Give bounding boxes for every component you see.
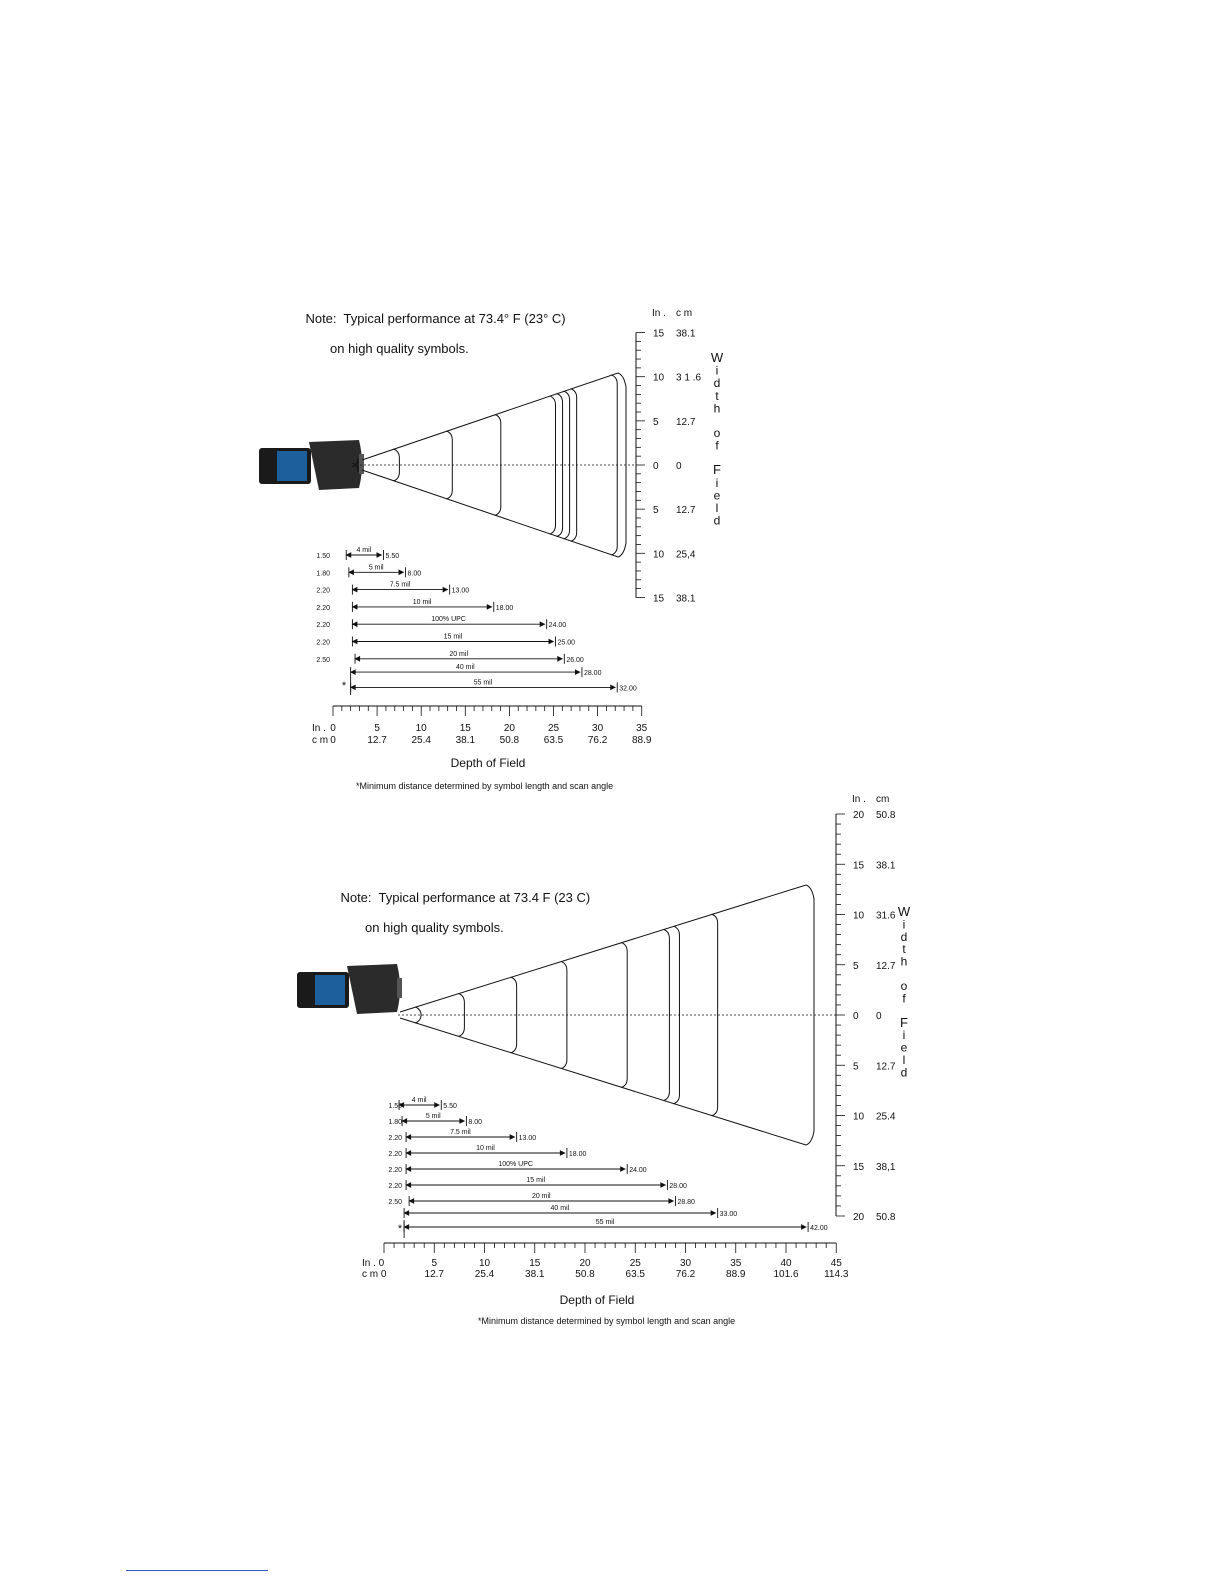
range-arrow-left	[352, 622, 357, 627]
depth-tick-label-cm: 88.9	[726, 1269, 746, 1280]
width-tick-label-cm: 3 1 .6	[676, 372, 702, 384]
range-arrow-left	[406, 1183, 411, 1188]
range-name-label: 40 mil	[455, 664, 475, 672]
range-max-label: 28.00	[583, 670, 602, 678]
width-tick-label-cm: 12.7	[676, 505, 696, 517]
width-axis-label-char: i	[902, 917, 906, 932]
range-max-label: 18.00	[568, 1151, 587, 1158]
range-name-label: 40 mil	[550, 1205, 570, 1212]
range-arrow-right	[434, 1103, 439, 1108]
depth-tick-label-cm: 63.5	[625, 1269, 645, 1280]
depth-tick-label-cm: 25.4	[474, 1269, 495, 1280]
width-axis-label-char: F	[713, 462, 721, 478]
width-tick-label-cm: 12.7	[876, 960, 896, 972]
width-tick-label-in: 10	[853, 910, 865, 922]
width-tick-label-in: 20	[853, 1212, 865, 1223]
range-name-label: 20 mil	[531, 1193, 551, 1200]
range-arrow-left	[406, 1167, 411, 1172]
depth-tick-label-in: 35	[636, 723, 648, 734]
depth-tick-label-in: 10	[478, 1258, 491, 1269]
depth-tick-label-cm: 12.7	[367, 735, 387, 746]
range-name-label: 4 mil	[356, 547, 372, 554]
range-max-label: 18.00	[495, 604, 514, 612]
depth-tick-label-cm: 101.6	[773, 1269, 799, 1280]
depth-tick-label-in: 25	[547, 723, 560, 734]
width-axis-label-char: i	[902, 1028, 906, 1043]
range-max-label: 28.80	[677, 1199, 695, 1206]
width-tick-label-in: 15	[653, 593, 665, 605]
width-axis-label-char: d	[900, 929, 908, 944]
range-min-label: 1.80	[388, 1119, 402, 1126]
width-axis-label-char: f	[902, 991, 906, 1006]
depth-tick-label-cm: 0	[330, 735, 336, 746]
range-arrow-right	[540, 622, 545, 627]
range-arrow-right	[575, 670, 580, 675]
width-tick-label-cm: 38.1	[876, 860, 896, 872]
range-min-label: 2.20	[316, 604, 330, 612]
width-axis-label-char: l	[902, 1053, 906, 1067]
chart1-note-line1: Note: Typical performance at 73.4° F (23° C)	[305, 311, 566, 326]
range-min-label: 2.20	[388, 1135, 402, 1142]
range-max-label: 32.00	[619, 685, 637, 693]
width-tick-label-in: 10	[653, 372, 665, 384]
depth-tick-label-in: 0	[330, 723, 336, 734]
width-axis-label-char: d	[900, 1065, 908, 1080]
width-tick-label-in: 0	[853, 1011, 859, 1022]
range-max-label: 8.00	[407, 570, 422, 578]
depth-tick-label-in: 35	[730, 1258, 742, 1269]
depth-axis-unit-in: In .	[312, 723, 326, 734]
depth-tick-label-cm: 25.4	[411, 735, 431, 746]
width-tick-label-in: 15	[653, 328, 665, 340]
range-arrow-left	[352, 639, 357, 644]
width-tick-label-cm: 38.1	[676, 328, 696, 340]
width-tick-label-in: 5	[853, 960, 859, 972]
depth-tick-label-in: 5	[374, 723, 380, 734]
sd-card-label	[277, 451, 307, 481]
width-tick-label-cm: 50.8	[876, 810, 896, 821]
width-axis-label-char: e	[713, 488, 721, 503]
chart2-note-line2: on high quality symbols.	[365, 920, 504, 935]
depth-axis-title: Depth of Field	[450, 756, 526, 770]
depth-tick-label-in: 15	[529, 1258, 541, 1269]
range-min-label: 2.20	[388, 1151, 402, 1158]
range-min-label: 2.20	[388, 1183, 402, 1190]
width-tick-label-cm: 50.8	[876, 1212, 896, 1223]
scanner-window	[359, 454, 364, 474]
width-axis-unit-in: In .	[852, 794, 866, 805]
width-tick-label-in: 10	[853, 1111, 865, 1123]
range-min-label: 2.50	[316, 656, 330, 664]
sd-card-label	[315, 975, 345, 1005]
scanner-device-icon	[309, 440, 362, 490]
width-tick-label-cm: 38,1	[876, 1161, 896, 1173]
depth-tick-label-in: 20	[503, 723, 515, 734]
range-max-label: 5.50	[385, 553, 400, 560]
width-axis-label-char: F	[900, 1014, 908, 1030]
width-axis-label-char: d	[713, 513, 721, 528]
range-arrow-left	[349, 570, 354, 575]
range-name-label: 7.5 mil	[389, 581, 411, 589]
depth-tick-label-in: 45	[830, 1258, 842, 1269]
range-max-label: 13.00	[451, 587, 470, 595]
range-arrow-right	[660, 1183, 665, 1188]
footer-rule	[126, 1570, 268, 1571]
range-min-label: 2.20	[388, 1167, 402, 1174]
scanner-device-icon	[347, 964, 400, 1014]
depth-tick-label-in: 20	[579, 1258, 591, 1269]
range-name-label: 7.5 mil	[450, 1129, 471, 1136]
scanner-window	[397, 978, 402, 998]
range-max-label: 5.50	[443, 1103, 457, 1110]
width-tick-label-in: 0	[653, 461, 659, 472]
width-tick-label-cm: 31.6	[876, 910, 896, 922]
range-arrow-right	[610, 685, 615, 690]
depth-axis-unit-cm: c m	[312, 735, 329, 746]
width-axis-label-char: f	[715, 438, 719, 453]
depth-tick-label-cm: 114.3	[824, 1269, 849, 1280]
width-axis-label-char: o	[713, 426, 721, 440]
minimum-distance-asterisk: *	[397, 1223, 403, 1235]
range-name-label: 100% UPC	[431, 616, 466, 624]
range-min-label: 2.20	[316, 639, 330, 647]
width-tick-label-cm: 25,4	[676, 549, 696, 561]
range-arrow-right	[801, 1225, 806, 1230]
range-arrow-right	[459, 1119, 464, 1124]
range-arrow-left	[409, 1199, 414, 1204]
range-min-label: 1.50	[388, 1103, 402, 1110]
depth-tick-label-in: 5	[431, 1258, 438, 1269]
range-name-label: 100% UPC	[498, 1161, 533, 1168]
range-name-label: 5 mil	[425, 1113, 441, 1120]
range-arrow-right	[377, 553, 382, 558]
range-arrow-left	[404, 1211, 409, 1216]
range-max-label: 24.00	[548, 622, 567, 630]
width-axis-label-char: h	[900, 954, 908, 969]
range-arrow-right	[557, 656, 562, 661]
width-axis-label-char: W	[897, 904, 911, 919]
width-tick-label-in: 15	[853, 1161, 865, 1173]
range-min-label: 2.20	[316, 587, 330, 595]
range-max-label: 25.00	[557, 639, 576, 647]
width-axis-unit-in: In .	[652, 308, 666, 319]
range-max-label: 42.00	[810, 1225, 828, 1232]
range-arrow-left	[404, 1225, 409, 1230]
depth-tick-label-cm: 63.5	[543, 735, 564, 746]
depth-tick-label-in: 30	[679, 1258, 692, 1269]
depth-axis-unit-cm: c m 0	[362, 1269, 387, 1280]
range-max-label: 26.00	[566, 656, 584, 664]
range-arrow-right	[443, 587, 448, 592]
chart1-note-line2: on high quality symbols.	[330, 341, 469, 356]
range-arrow-right	[487, 604, 492, 609]
width-axis-label-char: e	[900, 1040, 908, 1055]
range-name-label: 10 mil	[412, 598, 432, 606]
range-arrow-left	[402, 1119, 407, 1124]
minimum-distance-asterisk: *	[341, 680, 347, 692]
range-name-label: 10 mil	[476, 1145, 495, 1152]
width-axis-label-char: d	[713, 376, 721, 391]
range-arrow-right	[668, 1199, 673, 1204]
width-tick-label-cm: 25.4	[876, 1111, 896, 1123]
range-arrow-left	[406, 1151, 411, 1156]
chart2-footnote: *Minimum distance determined by symbol length and scan angle	[478, 1316, 736, 1326]
chart1-footnote: *Minimum distance determined by symbol length and scan angle	[356, 781, 614, 791]
range-name-label: 55 mil	[595, 1219, 615, 1226]
width-tick-label-in: 20	[853, 810, 865, 821]
width-tick-label-in: 5	[653, 505, 659, 517]
width-tick-label-cm: 0	[876, 1011, 882, 1022]
depth-tick-label-cm: 50.8	[575, 1269, 595, 1280]
width-tick-label-cm: 38.1	[676, 593, 696, 605]
range-arrow-right	[399, 570, 404, 575]
range-name-label: 5 mil	[368, 564, 384, 572]
range-max-label: 24.00	[629, 1167, 647, 1174]
range-min-label: 2.50	[388, 1199, 402, 1206]
range-arrow-left	[351, 685, 356, 690]
depth-tick-label-cm: 76.2	[675, 1269, 696, 1280]
width-axis-label-char: o	[900, 979, 908, 993]
width-axis-label-char: l	[715, 501, 719, 515]
chart-1	[259, 308, 724, 770]
depth-tick-label-cm: 38.1	[455, 735, 476, 746]
range-max-label: 13.00	[518, 1135, 537, 1142]
range-arrow-left	[346, 553, 351, 558]
depth-tick-label-cm: 38.1	[525, 1269, 545, 1280]
range-arrow-right	[549, 639, 554, 644]
range-max-label: 33.00	[719, 1211, 738, 1218]
width-axis-label-char: h	[713, 401, 721, 416]
range-arrow-right	[620, 1167, 625, 1172]
range-arrow-left	[351, 670, 356, 675]
depth-tick-label-cm: 50.8	[499, 735, 520, 746]
range-max-label: 28.00	[669, 1183, 687, 1190]
width-axis-label-char: i	[715, 363, 719, 378]
width-tick-label-in: 15	[853, 860, 865, 872]
chart-2	[297, 794, 911, 1307]
range-name-label: 20 mil	[449, 650, 469, 658]
range-arrow-left	[406, 1135, 411, 1140]
depth-tick-label-in: 10	[415, 723, 427, 734]
range-name-label: 15 mil	[443, 633, 463, 641]
range-min-label: 1.50	[316, 553, 330, 560]
depth-tick-label-cm: 12.7	[424, 1269, 444, 1280]
range-arrow-left	[355, 656, 360, 661]
depth-tick-label-in: 15	[459, 723, 471, 734]
range-min-label: 1.80	[316, 570, 330, 578]
width-tick-label-in: 10	[653, 549, 665, 561]
range-arrow-right	[711, 1211, 716, 1216]
range-max-label: 8.00	[468, 1119, 483, 1126]
depth-tick-label-cm: 76.2	[587, 735, 608, 746]
width-axis-label-char: i	[715, 475, 719, 490]
width-axis-label-char: t	[902, 942, 906, 957]
chart2-note-line1: Note: Typical performance at 73.4 F (23 C)	[340, 890, 591, 905]
range-arrow-left	[352, 587, 357, 592]
width-tick-label-cm: 0	[676, 461, 682, 472]
range-arrow-right	[560, 1151, 565, 1156]
range-name-label: 4 mil	[411, 1097, 427, 1104]
depth-axis-unit-in: In . 0	[362, 1258, 385, 1269]
depth-tick-label-cm: 88.9	[631, 735, 652, 746]
width-axis-unit-cm: c m	[676, 308, 693, 319]
depth-tick-label-in: 40	[780, 1258, 792, 1269]
depth-axis-title: Depth of Field	[559, 1293, 635, 1307]
width-tick-label-in: 5	[653, 416, 659, 428]
range-arrow-right	[510, 1135, 515, 1140]
depth-tick-label-in: 30	[592, 723, 604, 734]
range-arrow-left	[352, 604, 357, 609]
width-axis-unit-cm: cm	[876, 794, 890, 805]
width-axis-label-char: W	[710, 350, 724, 365]
width-axis-label-char: t	[715, 388, 719, 403]
range-min-label: 2.20	[316, 622, 330, 630]
width-tick-label-in: 5	[853, 1061, 859, 1073]
range-name-label: 55 mil	[473, 679, 493, 687]
width-tick-label-cm: 12.7	[876, 1061, 896, 1073]
width-tick-label-cm: 12.7	[676, 416, 696, 428]
depth-tick-label-in: 25	[629, 1258, 641, 1269]
range-name-label: 15 mil	[526, 1177, 546, 1184]
